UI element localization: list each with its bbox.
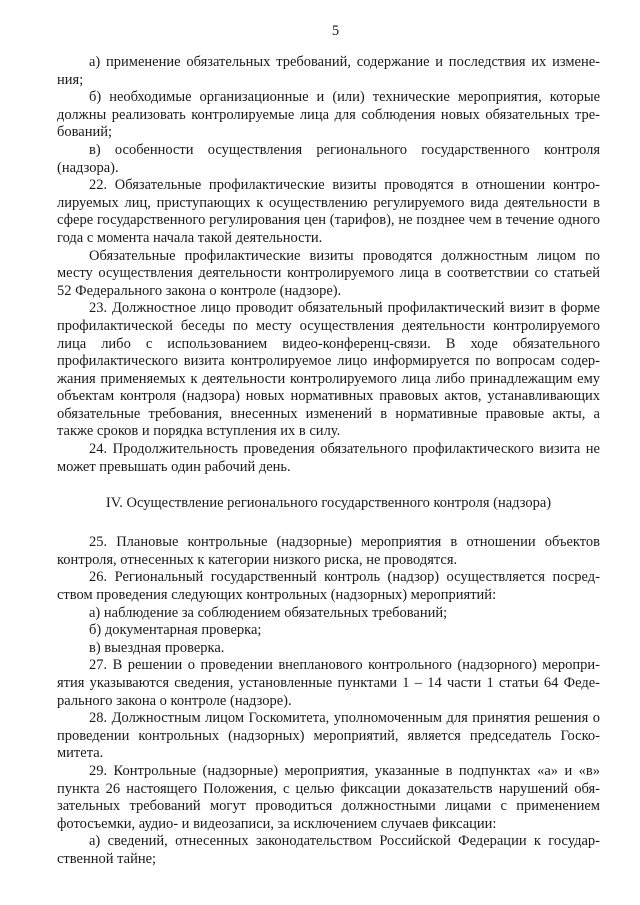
paragraph: б) документарная проверка; bbox=[89, 622, 262, 639]
body-text-after-heading bbox=[57, 534, 600, 868]
paragraph: а) сведений, отнесенных законодательством Российской Федерации к государственной тайне; bbox=[57, 833, 600, 867]
paragraph: 28. Должностным лицом Госкомитета, уполномоченным для принятия решения о проведении контрольных (надзорных) мероприятий, является председатель Госкомитета. bbox=[57, 710, 600, 762]
paragraph: а) наблюдение за соблюдением обязательных требований; bbox=[89, 604, 448, 621]
paragraph: в) выездная проверка. bbox=[89, 639, 225, 656]
paragraph: 22. Обязательные профилактические визиты проводятся в отношении контролируемых лиц, приступающих к осуществлению регулируемого вида деятельности в сфере государственного регулирования цен (тарифов), не позднее чем в течение одного года с момента начала такой деятельности. bbox=[57, 177, 600, 246]
paragraph: б) необходимые организационные и (или) технические мероприятия, которые должны реализовать контролируемые лица для соблюдения новых обязательных требований; bbox=[57, 89, 600, 141]
paragraph: в) особенности осуществления регионального государственного контроля (надзора). bbox=[57, 141, 600, 176]
paragraph: а) применение обязательных требований, содержание и последствия их изменения; bbox=[57, 54, 600, 88]
body-text-before-heading bbox=[57, 54, 600, 476]
paragraph: 27. В решении о проведении внепланового контрольного (надзорного) мероприятия указываются сведения, установленные пунктами 1 – 14 части 1 статьи 64 Федерального закона о контроле (надзоре). bbox=[57, 657, 600, 709]
paragraph: 24. Продолжительность проведения обязательного профилактического визита не может превышать один рабочий день. bbox=[57, 441, 600, 475]
paragraph: 26. Региональный государственный контроль (надзор) осуществляется посредством проведения следующих контрольных (надзорных) мероприятий: bbox=[57, 569, 600, 604]
page-number: 5 bbox=[331, 23, 340, 39]
section-heading: IV. Осуществление регионального государственного контроля (надзора) bbox=[105, 495, 552, 512]
paragraph: Обязательные профилактические визиты проводятся должностным лицом по месту осуществления деятельности контролируемого лица в соответствии со статьей 52 Федерального закона о контроле (надзоре). bbox=[57, 247, 600, 299]
paragraph: 23. Должностное лицо проводит обязательный профилактический визит в форме профилактической беседы по месту осуществления деятельности контролируемого лица либо с использованием видео-конференц-связи. В ходе обязательного профилактического визита контролируемое лицо информируется по вопросам содержания применяемых к деятельности контролируемого лица либо принадлежащим ему объектам контроля (надзора) новых нормативных правовых актов, устанавливающих обязательные требования, внесенных изменений в нормативные правовые акты, а также сроков и порядка вступления их в силу. bbox=[57, 300, 600, 440]
paragraph: 29. Контрольные (надзорные) мероприятия, указанные в подпунктах «а» и «в» пункта 26 настоящего Положения, с целью фиксации доказательств нарушений обязательных требований могут проводиться должностными лицами с применением фотосъемки, аудио- и видеозаписи, за исключением случаев фиксации: bbox=[57, 762, 600, 832]
paragraph: 25. Плановые контрольные (надзорные) мероприятия в отношении объектов контроля, отнесенных к категории низкого риска, не проводятся. bbox=[57, 534, 600, 568]
